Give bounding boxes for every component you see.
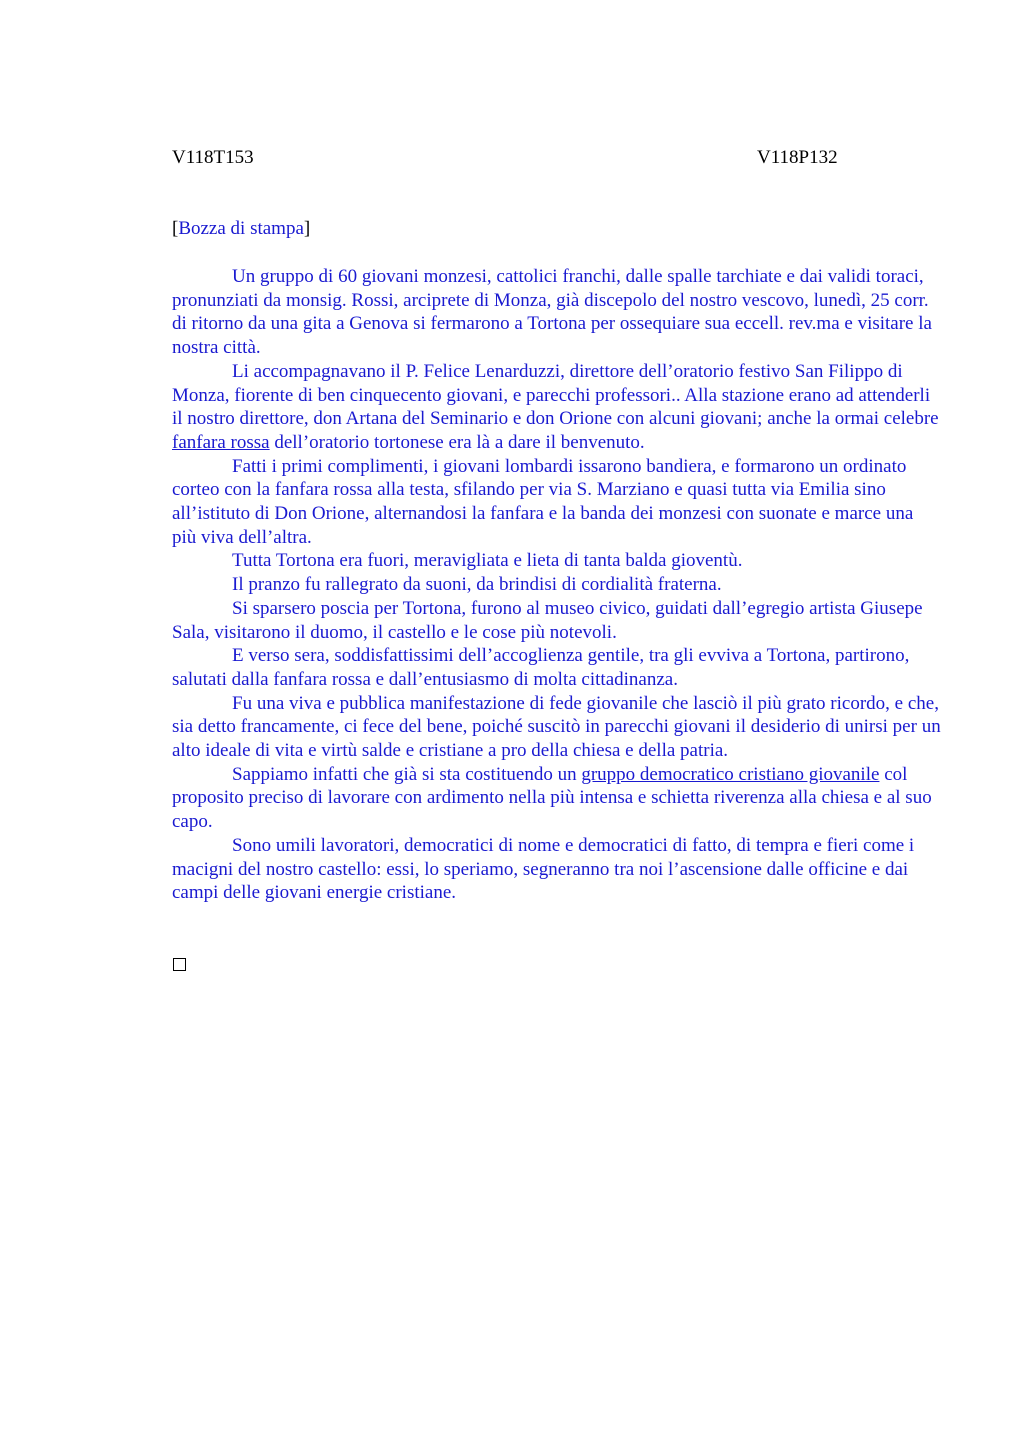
- paragraph: Tutta Tortona era fuori, meravigliata e lieta di tanta balda gioventù.: [232, 550, 743, 572]
- paragraph: E verso sera, soddisfattissimi dell’accoglienza gentile, tra gli evviva a Tortona, partirono, salutati dalla fanfara rossa e dall’entusiasmo di molta cittadinanza.: [172, 645, 910, 690]
- draft-label-close-bracket: ]: [303, 218, 311, 239]
- underlined-phrase-gruppo-democratico: gruppo democratico cristiano giovanile: [581, 763, 880, 785]
- paragraph-text: Sappiamo infatti che già si sta costituendo un: [232, 763, 582, 785]
- draft-label-text: Bozza di stampa: [178, 218, 304, 239]
- paragraph: Fu una viva e pubblica manifestazione di fede giovanile che lasciò il più grato ricordo, e che, sia detto francamente, ci fece del bene, poiché suscitò in parecchi giovani il desiderio di unirsi per un alto ideale di vita e virtù salde e cristiane a pro della chiesa e della patria.: [172, 692, 941, 762]
- end-of-document-box-icon: [173, 958, 186, 971]
- paragraph-text: dell’oratorio tortonese era là a dare il benvenuto.: [269, 431, 645, 453]
- draft-label-open-bracket: [: [172, 218, 179, 239]
- paragraph: Sono umili lavoratori, democratici di nome e democratici di fatto, di tempra e fieri come i macigni del nostro castello: essi, lo speriamo, segneranno tra noi l’ascensione dalle officine e dai campi delle giovani energie cristiane.: [172, 834, 915, 904]
- underlined-phrase-fanfara-rossa: fanfara rossa: [172, 431, 270, 453]
- article-body: [172, 265, 942, 905]
- paragraph-text: Li accompagnavano il P. Felice Lenarduzzi, direttore dell’oratorio festivo San Filippo di Monza, fiorente di ben cinquecento giovani, e parecchi professori.. Alla stazione erano ad attenderli il nostro direttore, don Artana del Seminario e don Orione con alcuni giovani; anche la ormai celebre: [172, 360, 939, 430]
- paragraph: Il pranzo fu rallegrato da suoni, da brindisi di cordialità fraterna.: [232, 574, 722, 596]
- paragraph: [172, 763, 942, 834]
- paragraph: Si sparsero poscia per Tortona, furono al museo civico, guidati dall’egregio artista Giusepe Sala, visitarono il duomo, il castello e le cose più notevoli.: [172, 597, 923, 643]
- paragraph-text: col proposito preciso di lavorare con ardimento nella più intensa e schietta riverenza alla chiesa e al suo capo.: [172, 763, 932, 833]
- document-code-right: V118P132: [757, 147, 838, 168]
- paragraph: Fatti i primi complimenti, i giovani lombardi issarono bandiera, e formarono un ordinato corteo con la fanfara rossa alla testa, sfilando per via S. Marziano e quasi tutta via Emilia sino all’istituto di Don Orione, alternandosi la fanfara e la banda dei monzesi con suonate e marce una più viva dell’altra.: [172, 455, 914, 548]
- paragraph: [172, 360, 942, 455]
- document-code-left: V118T153: [172, 147, 254, 168]
- draft-label: [172, 218, 310, 240]
- paragraph: Un gruppo di 60 giovani monzesi, cattolici franchi, dalle spalle tarchiate e dai validi toraci, pronunziati da monsig. Rossi, arciprete di Monza, già discepolo del nostro vescovo, lunedì, 25 corr. di ritorno da una gita a Genova si fermarono a Tortona per ossequiare sua eccell. rev.ma e visitare la nostra città.: [172, 266, 932, 359]
